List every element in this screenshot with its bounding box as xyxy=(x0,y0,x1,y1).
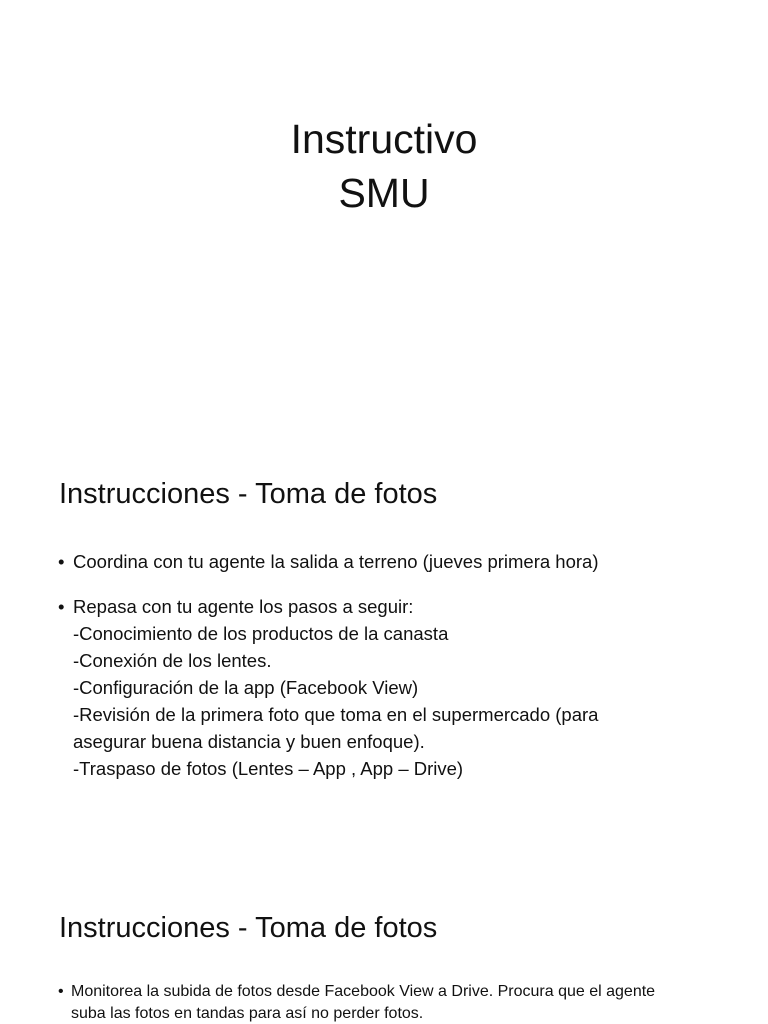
step-line: -Revisión de la primera foto que toma en el supermercado (para xyxy=(73,704,599,725)
step-line: -Conexión de los lentes. xyxy=(73,650,272,671)
step-line: -Configuración de la app (Facebook View) xyxy=(73,677,419,698)
step-line: -Conocimiento de los productos de la canasta xyxy=(73,623,449,644)
slide-heading: Instrucciones - Toma de fotos xyxy=(59,478,438,510)
bullet-text: Monitorea la subida de fotos desde Facebook View a Drive. Procura que el agente xyxy=(71,983,656,1000)
title-line-1: Instructivo xyxy=(290,116,478,162)
bullet-icon: • xyxy=(58,983,64,1000)
slide-instructions-2 xyxy=(0,864,768,1024)
title-line-2: SMU xyxy=(338,170,430,216)
bullet-item xyxy=(58,548,748,575)
slide-instructions-1 xyxy=(0,432,768,864)
bullet-list xyxy=(58,548,748,800)
document-title xyxy=(0,112,768,220)
bullet-item xyxy=(58,593,748,782)
step-line: asegurar buena distancia y buen enfoque). xyxy=(73,731,425,752)
bullet-text: Coordina con tu agente la salida a terreno (jueves primera hora) xyxy=(73,551,599,572)
bullet-item xyxy=(58,981,748,1024)
step-line: -Traspaso de fotos (Lentes – App , App – Drive) xyxy=(73,758,464,779)
slide-heading: Instrucciones - Toma de fotos xyxy=(59,912,438,944)
bullet-text: suba las fotos en tandas para así no perder fotos. xyxy=(71,1005,424,1022)
bullet-icon: • xyxy=(58,596,65,617)
bullet-text: Repasa con tu agente los pasos a seguir: xyxy=(73,596,414,617)
bullet-icon: • xyxy=(58,551,65,572)
bullet-list xyxy=(58,981,748,1024)
slide-title xyxy=(0,0,768,432)
